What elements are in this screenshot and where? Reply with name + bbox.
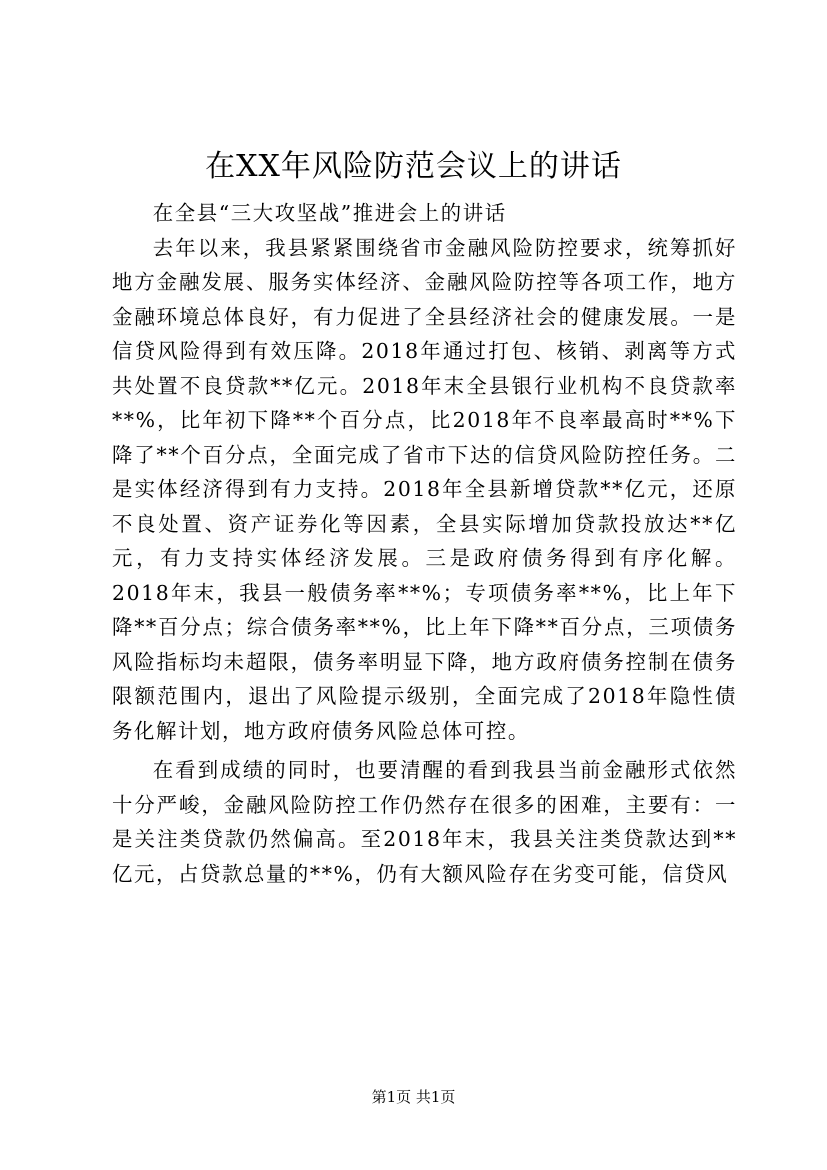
document-title: 在XX年风险防范会议上的讲话 bbox=[205, 149, 622, 184]
body-paragraph-1: 去年以来，我县紧紧围绕省市金融风险防控要求，统筹抓好地方金融发展、服务实体经济、金融风险防控等各项工作，地方金融环境总体良好，有力促进了全县经济社会的健康发展。一是信贷风险得到有效压降。2018年通过打包、核销、剥离等方式共处置不良贷款**亿元。2018年末全县银行业机构不良贷款率**%，比年初下降**个百分点，比2018年不良率最高时**%下降了**个百分点，全面完成了省市下达的信贷风险防控任务。二是实体经济得到有力支持。2018年全县新增贷款**亿元，还原不良处置、资产证券化等因素，全县实际增加贷款投放达**亿元，有力支持实体经济发展。三是政府债务得到有序化解。2018年末，我县一般债务率**%；专项债务率**%，比上年下降**百分点；综合债务率**%，比上年下降**百分点，三项债务风险指标均未超限，债务率明显下降，地方政府债务控制在债务限额范围内，退出了风险提示级别，全面完成了2018年隐性债务化解计划，地方政府债务风险总体可控。 bbox=[112, 235, 737, 743]
document-body bbox=[112, 196, 737, 891]
subtitle-paragraph: 在全县“三大攻坚战”推进会上的讲话 bbox=[152, 201, 507, 225]
body-paragraph-2: 在看到成绩的同时，也要清醒的看到我县当前金融形式依然十分严峻，金融风险防控工作仍然存在很多的困难，主要有：一是关注类贷款仍然偏高。至2018年末，我县关注类贷款达到**亿元，占贷款总量的**%，仍有大额风险存在劣变可能，信贷风 bbox=[112, 758, 737, 886]
page-footer: 第1页 共1页 bbox=[371, 1088, 456, 1106]
